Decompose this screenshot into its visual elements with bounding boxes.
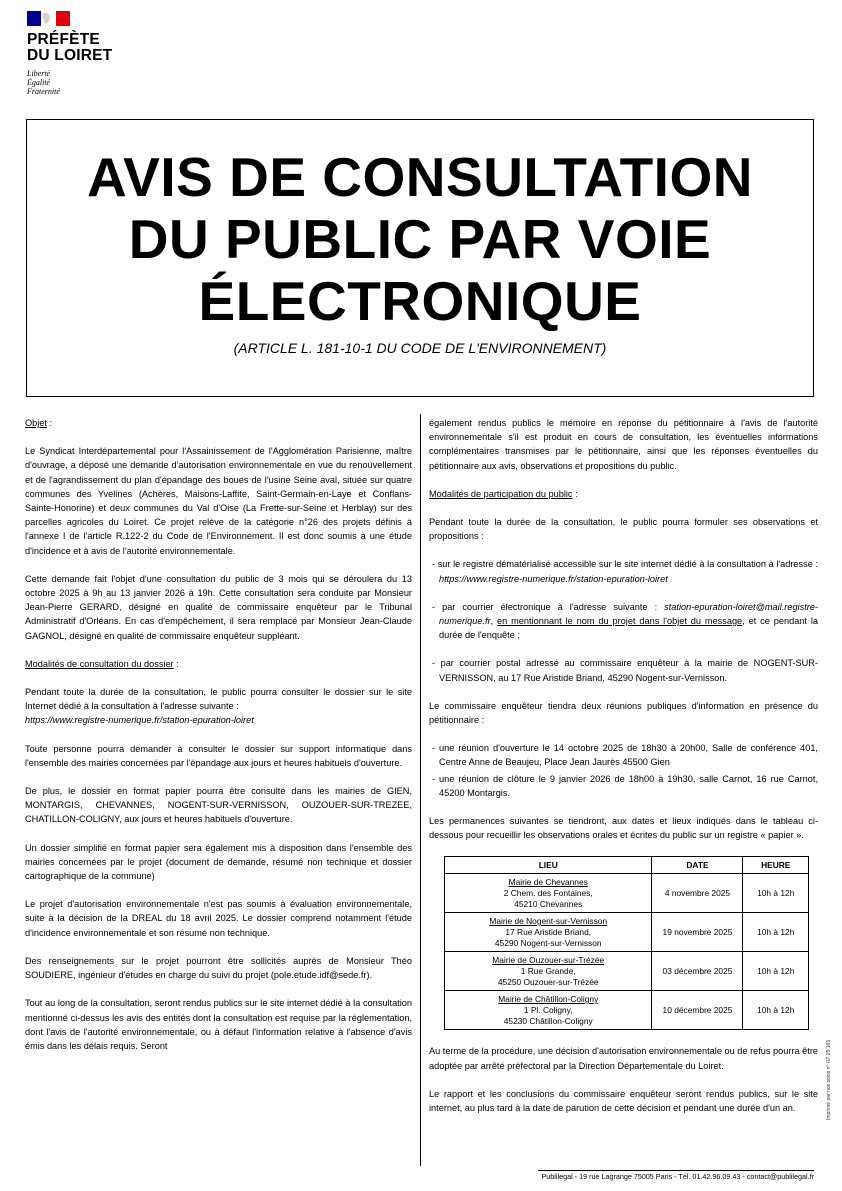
header-lieu: LIEU <box>445 857 652 874</box>
place-cell: Mairie de Nogent-sur-Vernisson 17 Rue Aristide Briand, 45290 Nogent-sur-Vernisson <box>445 913 652 952</box>
modalites-paragraph-5: Le projet d'autorisation environnementale n'est pas soumis à évaluation environnementale, suite à la décision de la DREAL du 18 avril 2025. Le dossier comprend notamment l'étude d'incidence environnementale et son résumé non technique. <box>25 899 412 938</box>
objet-heading: Objet <box>25 418 47 428</box>
date-cell: 03 décembre 2025 <box>652 952 743 991</box>
bullet-postal: - par courrier postal adressé au commissaire enquêteur à la mairie de NOGENT-SUR-VERNISSON, au 17 Rue Aristide Briand, 45290 Nogent-sur-Vernisson. <box>432 658 818 683</box>
continuation-paragraph: également rendus publics le mémoire en réponse du pétitionnaire à l'avis de l'autorité environnementale s'il est produit en cours de consultation, les éventuelles informations complémentaires transmises par le pétitionnaire, ainsi que les réponses éventuelles du pétitionnaire aux avis, observations et propositions du public. <box>429 418 818 471</box>
bullet-email: - par courrier électronique à l'adresse suivante : station-epuration-loiret@mail.registre-numerique.fr, en mentionnant le nom du projet dans l'objet du message, et ce pendant la durée de l'enquête ; <box>432 601 819 641</box>
header-date: DATE <box>652 857 743 874</box>
reunion-opening: - une réunion d'ouverture le 14 octobre 2025 de 18h30 à 20h00, Salle de conférence 401, Centre Anne de Beaujeu, Place Jean Jaurès 45500 Gien <box>432 743 818 768</box>
hour-cell: 10h à 12h <box>743 991 809 1030</box>
table-row <box>445 913 809 952</box>
prefecture-logo <box>27 11 147 96</box>
objet-heading-line: Objet : <box>25 418 53 428</box>
dossier-url-link[interactable]: https://www.registre-numerique.fr/station-epuration-loiret <box>25 715 254 726</box>
prefecture-name: PRÉFÈTE DU LOIRET <box>27 31 113 64</box>
objet-paragraph-1: Le Syndicat Interdépartemental pour l'Assainissement de l'Agglomération Parisienne, maître d'ouvrage, a déposé une demande d'autorisation environnementale en vue du renouvellement et de l'agrandissement du plan d'épandage des boues de l'usine Seine aval, située sur quatre communes des Yvelines (Achères, Maisons-Laffite, Saint-Germain-en-Laye et Conflans-Sainte-Honorine) et deux communes du Val d'Oise (La Frette-sur-Seine et Herblay) sur des parcelles agricoles du Loiret. Ce projet relève de la catégorie n°26 des projets définis à l'annexe I de l'article R.122-2 du Code de l'Environnement. Il est donc soumis à une étude d'incidence et à avis de l'autorité environnementale. <box>25 446 412 556</box>
modalites-paragraph-1: Pendant toute la durée de la consultation, le public pourra consulter le dossier sur le site Internet dédié à la consultation à l'adresse suivante : https://www.registre-numerique.fr/station-epuration-loiret <box>25 687 412 726</box>
table-header-row <box>445 857 809 874</box>
table-row <box>445 991 809 1030</box>
closing-paragraph-2: Le rapport et les conclusions du commissaire enquêteur seront rendus publics, sur le site internet, au plus tard à la date de parution de cette décision et pendant une durée d'un an. <box>429 1088 818 1114</box>
modalites-paragraph-6: Des renseignements sur le projet pourront être sollicités auprès de Monsieur Théo SOUDIERE, ingénieur d'études en charge du suivi du projet (pole.etude.idf@sede.fr). <box>25 955 412 981</box>
reunion-closing: - une réunion de clôture le 9 janvier 2026 de 18h00 à 19h30, salle Carnot, 16 rue Carnot, 45200 Montargis. <box>432 773 818 798</box>
article-reference: (ARTICLE L. 181-10-1 DU CODE DE L'ENVIRONNEMENT) <box>233 340 607 356</box>
participation-paragraph: Pendant toute la durée de la consultation, le public pourra formuler ses observations et propositions : <box>429 517 818 542</box>
hour-cell: 10h à 12h <box>743 874 809 913</box>
print-reference: Imprimé par nos soins n° G7.25.165 <box>826 1039 832 1120</box>
email-subject-instruction: en mentionnant le nom du projet dans l'objet du message <box>497 616 743 627</box>
permanences-table <box>444 856 809 1030</box>
hour-cell: 10h à 12h <box>743 913 809 952</box>
closing-paragraph-1: Au terme de la procédure, une décision d'autorisation environnementale ou de refus pourra être adoptée par arrêté préfectoral par la Direction Départementale du Loiret. <box>429 1046 818 1071</box>
date-cell: 19 novembre 2025 <box>652 913 743 952</box>
modalites-paragraph-4: Un dossier simplifié en format papier sera également mis à disposition dans l'ensemble des mairies concernées par le projet (document de demande, résumé non technique et dossier cartographique de la commune) <box>25 842 412 882</box>
right-column <box>429 416 818 1129</box>
participation-heading: Modalités de participation du public <box>429 488 573 499</box>
objet-paragraph-2: Cette demande fait l'objet d'une consultation du public de 3 mois qui se déroulera du 13 octobre 2025 à 9h au 13 janvier 2026 à 19h. Cette consultation sera conduite par Monsieur Jean-Pierre GERARD, désigné en qualité de commissaire enquêteur par le Tribunal Administratif d'Orléans. En cas d'empêchement, il sera remplacé par Monsieur Jean-Claude GAGNOL, désigné en qualité de commissaire enquêteur suppléant. <box>25 573 412 641</box>
column-divider <box>420 414 421 1166</box>
left-column <box>25 416 412 1067</box>
table-row <box>445 874 809 913</box>
place-cell: Mairie de Ouzouer-sur-Trézée 1 Rue Grande, 45250 Ouzouer-sur-Trézée <box>445 952 652 991</box>
date-cell: 10 décembre 2025 <box>652 991 743 1030</box>
modalites-heading: Modalités de consultation du dossier <box>25 658 174 669</box>
modalites-paragraph-7: Tout au long de la consultation, seront rendus publics sur le site internet dédié à la consultation mentionné ci-dessus les avis des entités dont la consultation est requise par la réglementation, dont l'avis de l'autorité environnementale, ou à défaut l'information relative à l'absence d'avis émis dans les délais requis. Seront <box>25 998 412 1051</box>
reunions-intro: Le commissaire enquêteur tiendra deux réunions publiques d'information en présence du pétitionnaire : <box>429 700 818 726</box>
bullet-registry: - sur le registre dématérialisé accessible sur le site internet dédié à la consultation à l'adresse : https://www.registre-numerique.fr/station-epuration-loiret <box>432 559 818 584</box>
table-row <box>445 952 809 991</box>
hour-cell: 10h à 12h <box>743 952 809 991</box>
participation-heading-line: Modalités de participation du public : <box>429 488 578 499</box>
marianne-profile-icon <box>36 12 54 25</box>
notice-title: AVIS DE CONSULTATION DU PUBLIC PAR VOIE ÉLECTRONIQUE <box>87 146 753 332</box>
header-heure: HEURE <box>743 857 809 874</box>
publisher-footer: Publilegal - 19 rue Lagrange 75005 Paris - Tél. 01.42.96.09.43 - contact@publilegal.fr <box>538 1170 814 1181</box>
email-link[interactable]: station-epuration-loiret@mail.registre-numerique.fr <box>439 601 818 627</box>
date-cell: 4 novembre 2025 <box>652 874 743 913</box>
title-box <box>26 119 814 397</box>
permanences-intro: Les permanences suivantes se tiendront, aux dates et lieux indiqués dans le tableau ci-dessous pour recueillir les observations orales et écrites du public sur un registre « papier ». <box>429 816 818 841</box>
place-cell: Mairie de Chevannes 2 Chem. des Fontaines, 45210 Chevannes <box>445 874 652 913</box>
modalites-paragraph-2: Toute personne pourra demander à consulter le dossier sur support informatique dans l'ensemble des mairies concernées par l'épandage aux jours et heures habituels d'ouverture. <box>25 743 412 768</box>
marianne-flag-icon <box>27 11 70 26</box>
modalites-paragraph-3: De plus, le dossier en format papier pourra être consulté dans les mairies de GIEN, MONTARGIS, CHEVANNES, NOGENT-SUR-VERNISSON, OUZOUER-SUR-TREZEE, CHATILLON-COLIGNY, aux jours et heures habituels d'ouverture. <box>25 786 412 825</box>
place-cell: Mairie de Châtillon-Coligny 1 Pl. Coligny, 45230 Châtillon-Coligny <box>445 991 652 1030</box>
republic-motto: Liberté Égalité Fraternité <box>27 69 60 96</box>
modalites-heading-line: Modalités de consultation du dossier : <box>25 658 179 669</box>
registry-url-link[interactable]: https://www.registre-numerique.fr/station-epuration-loiret <box>439 573 668 584</box>
